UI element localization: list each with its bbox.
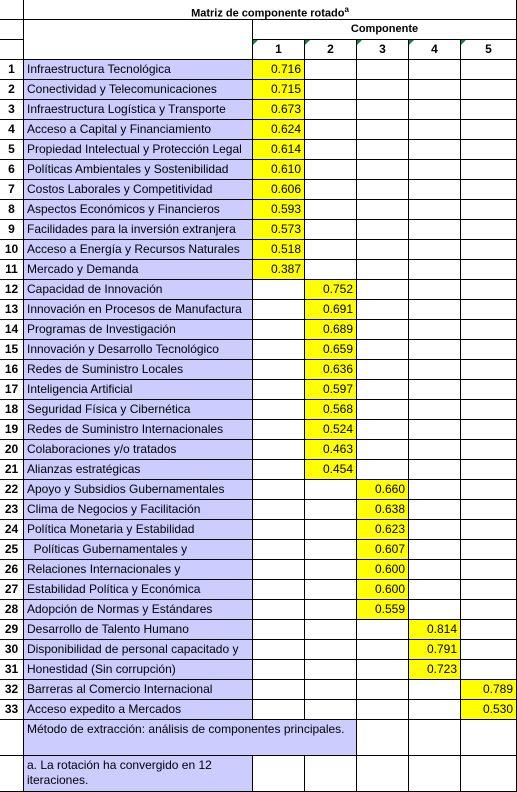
table-row bbox=[0, 240, 517, 260]
empty-cell[interactable] bbox=[253, 660, 305, 680]
row-number[interactable]: 23 bbox=[0, 500, 24, 520]
rotation-note[interactable]: a. La rotación ha convergido en 12 iteraciones. bbox=[24, 756, 253, 792]
table-row bbox=[0, 80, 517, 100]
empty-cell[interactable] bbox=[461, 560, 517, 580]
footer-method-row bbox=[0, 720, 517, 756]
row-number[interactable]: 30 bbox=[0, 640, 24, 660]
table-row bbox=[0, 480, 517, 500]
empty-cell[interactable] bbox=[409, 200, 461, 220]
empty-cell[interactable] bbox=[253, 380, 305, 400]
empty-cell[interactable] bbox=[357, 160, 409, 180]
loading-value[interactable]: 0.623 bbox=[357, 520, 409, 540]
loading-value[interactable]: 0.600 bbox=[357, 580, 409, 600]
empty-cell[interactable] bbox=[357, 756, 409, 792]
row-number[interactable]: 20 bbox=[0, 440, 24, 460]
loading-value[interactable]: 0.463 bbox=[305, 440, 357, 460]
variable-label[interactable]: Honestidad (Sin corrupción) bbox=[24, 660, 253, 680]
variable-label[interactable]: Acceso a Energía y Recursos Naturales bbox=[24, 240, 253, 260]
empty-cell[interactable] bbox=[409, 756, 461, 792]
table-row bbox=[0, 520, 517, 540]
variable-label[interactable]: Colaboraciones y/o tratados bbox=[24, 440, 253, 460]
empty-cell[interactable] bbox=[253, 620, 305, 640]
empty-cell[interactable] bbox=[357, 380, 409, 400]
variable-label[interactable]: Innovación y Desarrollo Tecnológico bbox=[24, 340, 253, 360]
empty-cell[interactable] bbox=[305, 200, 357, 220]
row-number[interactable]: 17 bbox=[0, 380, 24, 400]
variable-label[interactable]: Apoyo y Subsidios Gubernamentales bbox=[24, 480, 253, 500]
empty-cell[interactable] bbox=[409, 420, 461, 440]
row-number[interactable]: 14 bbox=[0, 320, 24, 340]
empty-cell[interactable] bbox=[357, 420, 409, 440]
loading-value[interactable]: 0.387 bbox=[253, 260, 305, 280]
empty-cell[interactable] bbox=[461, 240, 517, 260]
table-row bbox=[0, 340, 517, 360]
variable-label[interactable]: Programas de Investigación bbox=[24, 320, 253, 340]
empty-cell[interactable] bbox=[461, 200, 517, 220]
empty-cell[interactable] bbox=[409, 440, 461, 460]
empty-cell[interactable] bbox=[461, 160, 517, 180]
empty-cell[interactable] bbox=[305, 120, 357, 140]
row-number[interactable]: 33 bbox=[0, 700, 24, 720]
loading-value[interactable]: 0.752 bbox=[305, 280, 357, 300]
table-row bbox=[0, 180, 517, 200]
component-header[interactable]: Componente bbox=[253, 20, 517, 40]
table-row bbox=[0, 120, 517, 140]
row-number[interactable]: 6 bbox=[0, 160, 24, 180]
table-row bbox=[0, 600, 517, 620]
table-row bbox=[0, 400, 517, 420]
row-number[interactable]: 9 bbox=[0, 220, 24, 240]
empty-cell[interactable] bbox=[253, 680, 305, 700]
empty-cell[interactable] bbox=[409, 560, 461, 580]
empty-cell[interactable] bbox=[305, 240, 357, 260]
variable-label[interactable]: Redes de Suministro Internacionales bbox=[24, 420, 253, 440]
loading-value[interactable]: 0.568 bbox=[305, 400, 357, 420]
empty-cell[interactable] bbox=[253, 440, 305, 460]
variable-label[interactable]: Innovación en Procesos de Manufactura bbox=[24, 300, 253, 320]
empty-cell[interactable] bbox=[409, 160, 461, 180]
loading-value[interactable]: 0.600 bbox=[357, 560, 409, 580]
loading-value[interactable]: 0.559 bbox=[357, 600, 409, 620]
empty-cell[interactable] bbox=[409, 520, 461, 540]
empty-cell[interactable] bbox=[461, 60, 517, 80]
empty-cell[interactable] bbox=[461, 400, 517, 420]
loading-value[interactable]: 0.689 bbox=[305, 320, 357, 340]
empty-cell[interactable] bbox=[461, 756, 517, 792]
row-number[interactable]: 31 bbox=[0, 660, 24, 680]
empty-cell[interactable] bbox=[357, 620, 409, 640]
empty-cell[interactable] bbox=[461, 80, 517, 100]
empty-cell[interactable] bbox=[357, 280, 409, 300]
row-number[interactable]: 25 bbox=[0, 540, 24, 560]
variable-label[interactable]: Acceso a Capital y Financiamiento bbox=[24, 120, 253, 140]
loading-value[interactable]: 0.624 bbox=[253, 120, 305, 140]
table-title-cell[interactable] bbox=[24, 0, 517, 20]
empty-cell[interactable] bbox=[305, 260, 357, 280]
table-row bbox=[0, 580, 517, 600]
empty-cell[interactable] bbox=[461, 720, 517, 756]
row-number[interactable]: 1 bbox=[0, 60, 24, 80]
empty-cell[interactable] bbox=[409, 180, 461, 200]
empty-cell[interactable] bbox=[357, 360, 409, 380]
component-header-row bbox=[0, 20, 517, 40]
table-title: Matriz de componente rotado bbox=[191, 7, 345, 20]
empty-cell[interactable] bbox=[461, 620, 517, 640]
empty-cell[interactable] bbox=[305, 220, 357, 240]
row-number[interactable]: 32 bbox=[0, 680, 24, 700]
empty-cell[interactable] bbox=[305, 680, 357, 700]
variable-label[interactable]: Barreras al Comercio Internacional bbox=[24, 680, 253, 700]
empty-cell[interactable] bbox=[409, 680, 461, 700]
table-row bbox=[0, 200, 517, 220]
variable-label[interactable]: Redes de Suministro Locales bbox=[24, 360, 253, 380]
empty-cell[interactable] bbox=[357, 400, 409, 420]
loading-value[interactable]: 0.606 bbox=[253, 180, 305, 200]
empty-cell[interactable] bbox=[461, 460, 517, 480]
empty-cell[interactable] bbox=[357, 220, 409, 240]
empty-cell[interactable] bbox=[357, 680, 409, 700]
empty-cell[interactable] bbox=[409, 600, 461, 620]
variable-label[interactable]: Disponibilidad de personal capacitado y bbox=[24, 640, 253, 660]
empty-cell[interactable] bbox=[409, 540, 461, 560]
loading-value[interactable]: 0.660 bbox=[357, 480, 409, 500]
row-number[interactable]: 26 bbox=[0, 560, 24, 580]
variable-label[interactable]: Inteligencia Artificial bbox=[24, 380, 253, 400]
empty-cell[interactable] bbox=[305, 80, 357, 100]
row-number[interactable]: 27 bbox=[0, 580, 24, 600]
empty-cell[interactable] bbox=[409, 700, 461, 720]
empty-cell[interactable] bbox=[461, 300, 517, 320]
table-row bbox=[0, 660, 517, 680]
empty-cell[interactable] bbox=[253, 540, 305, 560]
empty-cell[interactable] bbox=[305, 620, 357, 640]
row-header-blank[interactable] bbox=[0, 756, 24, 792]
variable-label[interactable]: Acceso expedito a Mercados bbox=[24, 700, 253, 720]
empty-cell[interactable] bbox=[305, 180, 357, 200]
empty-cell[interactable] bbox=[253, 360, 305, 380]
variable-label[interactable]: Capacidad de Innovación bbox=[24, 280, 253, 300]
empty-cell[interactable] bbox=[357, 100, 409, 120]
row-number[interactable]: 13 bbox=[0, 300, 24, 320]
loading-value[interactable]: 0.789 bbox=[461, 680, 517, 700]
variable-label[interactable]: Conectividad y Telecomunicaciones bbox=[24, 80, 253, 100]
empty-cell[interactable] bbox=[357, 660, 409, 680]
empty-cell[interactable] bbox=[305, 580, 357, 600]
empty-cell[interactable] bbox=[461, 500, 517, 520]
variable-label[interactable]: Costos Laborales y Competitividad bbox=[24, 180, 253, 200]
row-number[interactable]: 8 bbox=[0, 200, 24, 220]
row-number[interactable]: 5 bbox=[0, 140, 24, 160]
loading-value[interactable]: 0.791 bbox=[409, 640, 461, 660]
empty-cell[interactable] bbox=[357, 340, 409, 360]
empty-cell[interactable] bbox=[305, 756, 357, 792]
empty-cell[interactable] bbox=[409, 120, 461, 140]
loading-value[interactable]: 0.715 bbox=[253, 80, 305, 100]
component-number[interactable]: 5 bbox=[461, 40, 517, 60]
empty-cell[interactable] bbox=[357, 140, 409, 160]
table-row bbox=[0, 460, 517, 480]
empty-cell[interactable] bbox=[253, 300, 305, 320]
row-number[interactable]: 11 bbox=[0, 260, 24, 280]
loading-value[interactable]: 0.723 bbox=[409, 660, 461, 680]
empty-cell[interactable] bbox=[409, 100, 461, 120]
row-number[interactable]: 7 bbox=[0, 180, 24, 200]
empty-cell[interactable] bbox=[253, 280, 305, 300]
table-row bbox=[0, 220, 517, 240]
empty-cell[interactable] bbox=[409, 220, 461, 240]
empty-cell[interactable] bbox=[461, 100, 517, 120]
loading-value[interactable]: 0.607 bbox=[357, 540, 409, 560]
table-row bbox=[0, 380, 517, 400]
table-row bbox=[0, 420, 517, 440]
row-header-blank[interactable] bbox=[0, 20, 24, 40]
empty-cell[interactable] bbox=[357, 300, 409, 320]
table-row bbox=[0, 140, 517, 160]
empty-cell[interactable] bbox=[253, 560, 305, 580]
loading-value[interactable]: 0.636 bbox=[305, 360, 357, 380]
row-header-blank[interactable] bbox=[0, 0, 24, 20]
variable-label[interactable]: Mercado y Demanda bbox=[24, 260, 253, 280]
loading-value[interactable]: 0.659 bbox=[305, 340, 357, 360]
variable-label[interactable]: Políticas Ambientales y Sostenibilidad bbox=[24, 160, 253, 180]
table-row bbox=[0, 680, 517, 700]
row-number[interactable]: 19 bbox=[0, 420, 24, 440]
loading-value[interactable]: 0.814 bbox=[409, 620, 461, 640]
empty-cell[interactable] bbox=[461, 120, 517, 140]
empty-cell[interactable] bbox=[357, 260, 409, 280]
empty-cell[interactable] bbox=[253, 600, 305, 620]
variable-label[interactable]: Clima de Negocios y Facilitación bbox=[24, 500, 253, 520]
empty-cell[interactable] bbox=[253, 640, 305, 660]
empty-cell[interactable] bbox=[409, 140, 461, 160]
variable-label[interactable]: Infraestructura Logística y Transporte bbox=[24, 100, 253, 120]
empty-cell[interactable] bbox=[253, 756, 305, 792]
row-header-blank[interactable] bbox=[0, 40, 24, 60]
row-number[interactable]: 18 bbox=[0, 400, 24, 420]
loading-value[interactable]: 0.524 bbox=[305, 420, 357, 440]
empty-cell[interactable] bbox=[461, 660, 517, 680]
component-number[interactable]: 3 bbox=[357, 40, 409, 60]
empty-cell[interactable] bbox=[461, 180, 517, 200]
empty-cell[interactable] bbox=[305, 500, 357, 520]
table-row bbox=[0, 320, 517, 340]
empty-cell[interactable] bbox=[305, 600, 357, 620]
component-number[interactable]: 4 bbox=[409, 40, 461, 60]
empty-cell[interactable] bbox=[253, 480, 305, 500]
empty-cell[interactable] bbox=[357, 60, 409, 80]
empty-cell[interactable] bbox=[253, 340, 305, 360]
empty-cell[interactable] bbox=[357, 320, 409, 340]
empty-cell[interactable] bbox=[409, 300, 461, 320]
loading-value[interactable]: 0.638 bbox=[357, 500, 409, 520]
empty-cell[interactable] bbox=[461, 440, 517, 460]
empty-cell[interactable] bbox=[253, 400, 305, 420]
table-row bbox=[0, 620, 517, 640]
variable-label[interactable]: Alianzas estratégicas bbox=[24, 460, 253, 480]
label-header-cell[interactable] bbox=[24, 20, 253, 40]
variable-label[interactable]: Adopción de Normas y Estándares bbox=[24, 600, 253, 620]
loading-value[interactable]: 0.454 bbox=[305, 460, 357, 480]
empty-cell[interactable] bbox=[409, 400, 461, 420]
empty-cell[interactable] bbox=[409, 720, 461, 756]
table-row bbox=[0, 360, 517, 380]
variable-label[interactable]: Propiedad Intelectual y Protección Legal bbox=[24, 140, 253, 160]
empty-cell[interactable] bbox=[357, 640, 409, 660]
empty-cell[interactable] bbox=[409, 60, 461, 80]
empty-cell[interactable] bbox=[409, 340, 461, 360]
table-row bbox=[0, 540, 517, 560]
empty-cell[interactable] bbox=[461, 340, 517, 360]
row-number[interactable]: 22 bbox=[0, 480, 24, 500]
table-row bbox=[0, 440, 517, 460]
empty-cell[interactable] bbox=[305, 100, 357, 120]
title-superscript: a bbox=[344, 5, 349, 14]
empty-cell[interactable] bbox=[461, 420, 517, 440]
row-number[interactable]: 16 bbox=[0, 360, 24, 380]
variable-label[interactable]: Política Monetaria y Estabilidad bbox=[24, 520, 253, 540]
empty-cell[interactable] bbox=[409, 580, 461, 600]
loading-value[interactable]: 0.614 bbox=[253, 140, 305, 160]
table-row bbox=[0, 640, 517, 660]
empty-cell[interactable] bbox=[305, 60, 357, 80]
empty-cell[interactable] bbox=[461, 320, 517, 340]
table-row bbox=[0, 560, 517, 580]
empty-cell[interactable] bbox=[357, 240, 409, 260]
empty-cell[interactable] bbox=[305, 540, 357, 560]
loading-value[interactable]: 0.691 bbox=[305, 300, 357, 320]
variable-label[interactable]: Relaciones Internacionales y bbox=[24, 560, 253, 580]
empty-cell[interactable] bbox=[253, 520, 305, 540]
empty-cell[interactable] bbox=[357, 700, 409, 720]
empty-cell[interactable] bbox=[461, 580, 517, 600]
loading-value[interactable]: 0.573 bbox=[253, 220, 305, 240]
table-row bbox=[0, 100, 517, 120]
variable-label[interactable]: Políticas Gubernamentales y bbox=[24, 540, 253, 560]
empty-cell[interactable] bbox=[461, 480, 517, 500]
empty-cell[interactable] bbox=[253, 320, 305, 340]
empty-cell[interactable] bbox=[461, 360, 517, 380]
empty-cell[interactable] bbox=[409, 80, 461, 100]
empty-cell[interactable] bbox=[409, 360, 461, 380]
empty-cell[interactable] bbox=[461, 600, 517, 620]
component-number[interactable]: 2 bbox=[305, 40, 357, 60]
empty-cell[interactable] bbox=[357, 720, 409, 756]
variable-label[interactable]: Seguridad Física y Cibernética bbox=[24, 400, 253, 420]
row-number[interactable]: 4 bbox=[0, 120, 24, 140]
empty-cell[interactable] bbox=[305, 160, 357, 180]
empty-cell[interactable] bbox=[461, 140, 517, 160]
table-row bbox=[0, 500, 517, 520]
row-number[interactable]: 3 bbox=[0, 100, 24, 120]
row-number[interactable]: 21 bbox=[0, 460, 24, 480]
label-header-cell[interactable] bbox=[24, 40, 253, 60]
empty-cell[interactable] bbox=[305, 520, 357, 540]
component-numbers-row bbox=[0, 40, 517, 60]
loading-value[interactable]: 0.530 bbox=[461, 700, 517, 720]
variable-label[interactable]: Facilidades para la inversión extranjera bbox=[24, 220, 253, 240]
empty-cell[interactable] bbox=[357, 440, 409, 460]
loading-value[interactable]: 0.610 bbox=[253, 160, 305, 180]
empty-cell[interactable] bbox=[253, 420, 305, 440]
empty-cell[interactable] bbox=[461, 220, 517, 240]
table-row bbox=[0, 160, 517, 180]
data-rows bbox=[0, 60, 517, 720]
empty-cell[interactable] bbox=[409, 380, 461, 400]
row-number[interactable]: 12 bbox=[0, 280, 24, 300]
empty-cell[interactable] bbox=[305, 660, 357, 680]
empty-cell[interactable] bbox=[305, 480, 357, 500]
empty-cell[interactable] bbox=[409, 260, 461, 280]
table-row bbox=[0, 280, 517, 300]
table-row bbox=[0, 700, 517, 720]
variable-label[interactable]: Aspectos Económicos y Financieros bbox=[24, 200, 253, 220]
empty-cell[interactable] bbox=[253, 580, 305, 600]
empty-cell[interactable] bbox=[409, 500, 461, 520]
empty-cell[interactable] bbox=[357, 120, 409, 140]
empty-cell[interactable] bbox=[409, 240, 461, 260]
empty-cell[interactable] bbox=[357, 200, 409, 220]
empty-cell[interactable] bbox=[357, 180, 409, 200]
row-header-blank[interactable] bbox=[0, 720, 24, 756]
empty-cell[interactable] bbox=[253, 500, 305, 520]
loading-value[interactable]: 0.597 bbox=[305, 380, 357, 400]
empty-cell[interactable] bbox=[357, 80, 409, 100]
row-number[interactable]: 24 bbox=[0, 520, 24, 540]
row-number[interactable]: 29 bbox=[0, 620, 24, 640]
empty-cell[interactable] bbox=[305, 140, 357, 160]
loading-value[interactable]: 0.673 bbox=[253, 100, 305, 120]
empty-cell[interactable] bbox=[461, 260, 517, 280]
loading-value[interactable]: 0.518 bbox=[253, 240, 305, 260]
row-number[interactable]: 28 bbox=[0, 600, 24, 620]
empty-cell[interactable] bbox=[461, 640, 517, 660]
row-number[interactable]: 15 bbox=[0, 340, 24, 360]
table-row bbox=[0, 260, 517, 280]
empty-cell[interactable] bbox=[357, 460, 409, 480]
variable-label[interactable]: Estabilidad Política y Económica bbox=[24, 580, 253, 600]
variable-label[interactable]: Infraestructura Tecnológica bbox=[24, 60, 253, 80]
empty-cell[interactable] bbox=[409, 460, 461, 480]
empty-cell[interactable] bbox=[409, 480, 461, 500]
loading-value[interactable]: 0.593 bbox=[253, 200, 305, 220]
table-row bbox=[0, 300, 517, 320]
table-row bbox=[0, 60, 517, 80]
empty-cell[interactable] bbox=[461, 540, 517, 560]
row-number[interactable]: 2 bbox=[0, 80, 24, 100]
empty-cell[interactable] bbox=[461, 520, 517, 540]
variable-label[interactable]: Desarrollo de Talento Humano bbox=[24, 620, 253, 640]
title-row bbox=[0, 0, 517, 20]
row-number[interactable]: 10 bbox=[0, 240, 24, 260]
empty-cell[interactable] bbox=[253, 700, 305, 720]
empty-cell[interactable] bbox=[305, 560, 357, 580]
empty-cell[interactable] bbox=[409, 320, 461, 340]
loading-value[interactable]: 0.716 bbox=[253, 60, 305, 80]
empty-cell[interactable] bbox=[409, 280, 461, 300]
empty-cell[interactable] bbox=[253, 460, 305, 480]
component-number[interactable]: 1 bbox=[253, 40, 305, 60]
empty-cell[interactable] bbox=[305, 700, 357, 720]
extraction-method-note[interactable]: Método de extracción: análisis de componentes principales. bbox=[24, 720, 357, 756]
empty-cell[interactable] bbox=[461, 280, 517, 300]
empty-cell[interactable] bbox=[461, 380, 517, 400]
empty-cell[interactable] bbox=[305, 640, 357, 660]
footer-note-row bbox=[0, 756, 517, 792]
